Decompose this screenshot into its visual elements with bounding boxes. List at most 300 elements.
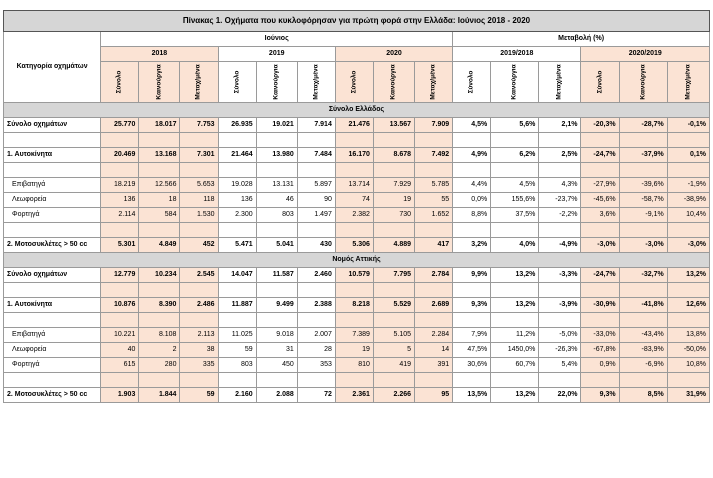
spacer-cell (415, 163, 453, 178)
value-cell: -30,9% (581, 298, 619, 313)
value-cell: -4,9% (539, 238, 581, 253)
value-cell: 19.028 (218, 178, 256, 193)
value-cell: 2.460 (297, 268, 335, 283)
value-cell: 13.168 (139, 148, 180, 163)
spacer-cell (373, 283, 414, 298)
spacer-cell (335, 373, 373, 388)
spacer-cell (297, 133, 335, 148)
value-cell: 7.492 (415, 148, 453, 163)
subheader-label: Σύνολο (596, 70, 604, 94)
value-cell: 59 (218, 343, 256, 358)
value-cell: 9.018 (256, 328, 297, 343)
spacer-cell (453, 313, 491, 328)
row-label: Λεωφορεία (4, 193, 101, 208)
subheader-label: Καινούργια (510, 64, 518, 100)
value-cell: -38,9% (667, 193, 709, 208)
value-cell: 5,6% (491, 118, 539, 133)
spacer-cell (4, 373, 101, 388)
spacer-cell (335, 223, 373, 238)
spacer-cell (218, 223, 256, 238)
spacer-cell (297, 283, 335, 298)
value-cell: -26,3% (539, 343, 581, 358)
section-header-row (4, 103, 710, 118)
spacer-cell (581, 283, 619, 298)
spacer-cell (297, 313, 335, 328)
value-cell: 60,7% (491, 358, 539, 373)
value-cell: 25.770 (101, 118, 139, 133)
spacer-cell (539, 373, 581, 388)
spacer-cell (415, 133, 453, 148)
spacer-cell (539, 313, 581, 328)
subheader-cell (180, 62, 218, 103)
row-label: 2. Μοτοσυκλέτες > 50 cc (4, 238, 101, 253)
subheader-cell (491, 62, 539, 103)
value-cell: -33,0% (581, 328, 619, 343)
value-cell: 2.689 (415, 298, 453, 313)
subheader-cell (453, 62, 491, 103)
value-cell: -39,6% (619, 178, 667, 193)
value-cell: -24,7% (581, 268, 619, 283)
spacer-cell (4, 283, 101, 298)
value-cell: 2.486 (180, 298, 218, 313)
value-cell: 10.876 (101, 298, 139, 313)
category-header: Κατηγορία οχημάτων (4, 32, 101, 103)
value-cell: 1.652 (415, 208, 453, 223)
value-cell: 280 (139, 358, 180, 373)
value-cell: 47,5% (453, 343, 491, 358)
value-cell: 46 (256, 193, 297, 208)
subheader-label: Καινούργια (272, 64, 280, 100)
value-cell: 7.389 (335, 328, 373, 343)
spacer-cell (101, 223, 139, 238)
value-cell: -67,8% (581, 343, 619, 358)
value-cell: 5,4% (539, 358, 581, 373)
value-cell: -20,3% (581, 118, 619, 133)
table-row (4, 388, 710, 403)
value-cell: -3,0% (581, 238, 619, 253)
value-cell: 1.844 (139, 388, 180, 403)
subheader-label: Σύνολο (115, 70, 123, 94)
spacer-cell (297, 223, 335, 238)
value-cell: 13.567 (373, 118, 414, 133)
row-label: Επιβατηγά (4, 328, 101, 343)
value-cell: 13.980 (256, 148, 297, 163)
value-cell: 8,8% (453, 208, 491, 223)
value-cell: 90 (297, 193, 335, 208)
spacer-cell (180, 163, 218, 178)
value-cell: 72 (297, 388, 335, 403)
spacer-cell (667, 133, 709, 148)
value-cell: 19.021 (256, 118, 297, 133)
value-cell: 2.784 (415, 268, 453, 283)
spacer-cell (101, 313, 139, 328)
value-cell: 5.785 (415, 178, 453, 193)
value-cell: 21.476 (335, 118, 373, 133)
spacer-row (4, 133, 710, 148)
value-cell: 13,2% (491, 268, 539, 283)
spacer-cell (256, 313, 297, 328)
value-cell: 7.795 (373, 268, 414, 283)
table-row (4, 118, 710, 133)
row-label: Επιβατηγά (4, 178, 101, 193)
value-cell: 21.464 (218, 148, 256, 163)
value-cell: 452 (180, 238, 218, 253)
year-header-2020: 2020 (335, 47, 452, 62)
table-row (4, 328, 710, 343)
value-cell: 118 (180, 193, 218, 208)
spacer-cell (101, 133, 139, 148)
value-cell: 7.753 (180, 118, 218, 133)
value-cell: 2.113 (180, 328, 218, 343)
value-cell: 155,6% (491, 193, 539, 208)
value-cell: 8.678 (373, 148, 414, 163)
value-cell: 10.234 (139, 268, 180, 283)
value-cell: 2.284 (415, 328, 453, 343)
value-cell: 7.909 (415, 118, 453, 133)
spacer-cell (539, 133, 581, 148)
subheader-cell (581, 62, 619, 103)
value-cell: 5.105 (373, 328, 414, 343)
value-cell: -83,9% (619, 343, 667, 358)
value-cell: 391 (415, 358, 453, 373)
value-cell: 19 (373, 193, 414, 208)
spacer-cell (218, 313, 256, 328)
value-cell: 95 (415, 388, 453, 403)
value-cell: 2.382 (335, 208, 373, 223)
spacer-cell (491, 313, 539, 328)
row-label: Σύνολο οχημάτων (4, 118, 101, 133)
value-cell: 40 (101, 343, 139, 358)
value-cell: -3,3% (539, 268, 581, 283)
value-cell: 6,2% (491, 148, 539, 163)
value-cell: 803 (256, 208, 297, 223)
subheader-cell (667, 62, 709, 103)
value-cell: -32,7% (619, 268, 667, 283)
value-cell: 730 (373, 208, 414, 223)
value-cell: 11,2% (491, 328, 539, 343)
value-cell: 8.108 (139, 328, 180, 343)
spacer-cell (218, 163, 256, 178)
subheader-cell (101, 62, 139, 103)
value-cell: -3,0% (619, 238, 667, 253)
value-cell: 803 (218, 358, 256, 373)
subheader-cell (256, 62, 297, 103)
value-cell: 5.529 (373, 298, 414, 313)
change-header-2019-2018: 2019/2018 (453, 47, 581, 62)
spacer-cell (101, 163, 139, 178)
subheader-cell (373, 62, 414, 103)
year-header-2019: 2019 (218, 47, 335, 62)
table-row (4, 238, 710, 253)
spacer-cell (491, 373, 539, 388)
value-cell: 55 (415, 193, 453, 208)
value-cell: 5.471 (218, 238, 256, 253)
spacer-row (4, 313, 710, 328)
table-row (4, 268, 710, 283)
value-cell: 3,6% (581, 208, 619, 223)
value-cell: 10.579 (335, 268, 373, 283)
subheader-label: Καινούργια (155, 64, 163, 100)
spacer-cell (539, 283, 581, 298)
value-cell: 7.929 (373, 178, 414, 193)
value-cell: -58,7% (619, 193, 667, 208)
value-cell: 2,5% (539, 148, 581, 163)
value-cell: -2,2% (539, 208, 581, 223)
table-row (4, 298, 710, 313)
spacer-cell (4, 223, 101, 238)
value-cell: 2.007 (297, 328, 335, 343)
value-cell: 2,1% (539, 118, 581, 133)
value-cell: 10,4% (667, 208, 709, 223)
spacer-cell (453, 133, 491, 148)
value-cell: 2 (139, 343, 180, 358)
table-row (4, 148, 710, 163)
value-cell: -1,9% (667, 178, 709, 193)
value-cell: -45,6% (581, 193, 619, 208)
value-cell: 37,5% (491, 208, 539, 223)
table-row (4, 208, 710, 223)
spacer-cell (619, 223, 667, 238)
spacer-cell (4, 163, 101, 178)
value-cell: 9.499 (256, 298, 297, 313)
value-cell: 31 (256, 343, 297, 358)
value-cell: 11.887 (218, 298, 256, 313)
value-cell: 7,9% (453, 328, 491, 343)
spacer-cell (139, 283, 180, 298)
table-row (4, 193, 710, 208)
spacer-cell (415, 313, 453, 328)
value-cell: 5.653 (180, 178, 218, 193)
value-cell: 12,6% (667, 298, 709, 313)
value-cell: 4,3% (539, 178, 581, 193)
row-label: Φορτηγά (4, 208, 101, 223)
statistics-table-container (3, 10, 710, 403)
value-cell: 1.903 (101, 388, 139, 403)
value-cell: 430 (297, 238, 335, 253)
change-group-header: Μεταβολή (%) (453, 32, 710, 47)
value-cell: 4,4% (453, 178, 491, 193)
value-cell: 5.897 (297, 178, 335, 193)
spacer-cell (667, 313, 709, 328)
subheader-cell (415, 62, 453, 103)
spacer-cell (180, 283, 218, 298)
subheader-cell (619, 62, 667, 103)
value-cell: 13,2% (491, 298, 539, 313)
spacer-cell (415, 283, 453, 298)
value-cell: 9,3% (453, 298, 491, 313)
value-cell: 13,2% (667, 268, 709, 283)
value-cell: 14.047 (218, 268, 256, 283)
value-cell: 5 (373, 343, 414, 358)
value-cell: 20.469 (101, 148, 139, 163)
spacer-cell (139, 373, 180, 388)
section-title: Σύνολο Ελλάδος (4, 103, 710, 118)
value-cell: 0,0% (453, 193, 491, 208)
spacer-cell (619, 313, 667, 328)
value-cell: 18.017 (139, 118, 180, 133)
spacer-cell (335, 163, 373, 178)
value-cell: 5.306 (335, 238, 373, 253)
spacer-cell (218, 373, 256, 388)
value-cell: 136 (101, 193, 139, 208)
spacer-cell (491, 133, 539, 148)
value-cell: 1450,0% (491, 343, 539, 358)
value-cell: 2.545 (180, 268, 218, 283)
value-cell: 4,5% (491, 178, 539, 193)
value-cell: 8.218 (335, 298, 373, 313)
spacer-cell (335, 283, 373, 298)
spacer-cell (415, 373, 453, 388)
value-cell: 13,5% (453, 388, 491, 403)
value-cell: 16.170 (335, 148, 373, 163)
value-cell: -24,7% (581, 148, 619, 163)
spacer-cell (335, 133, 373, 148)
value-cell: 11.587 (256, 268, 297, 283)
spacer-cell (101, 283, 139, 298)
value-cell: 0,9% (581, 358, 619, 373)
spacer-row (4, 163, 710, 178)
subheader-label: Μεταχ/μένα (429, 64, 437, 100)
value-cell: 7.301 (180, 148, 218, 163)
value-cell: 19 (335, 343, 373, 358)
spacer-cell (180, 373, 218, 388)
value-cell: 13.131 (256, 178, 297, 193)
section-header-row (4, 253, 710, 268)
value-cell: 1.497 (297, 208, 335, 223)
value-cell: 18.219 (101, 178, 139, 193)
value-cell: -28,7% (619, 118, 667, 133)
subheader-label: Μεταχ/μένα (684, 64, 692, 100)
subheader-label: Καινούργια (639, 64, 647, 100)
value-cell: 28 (297, 343, 335, 358)
value-cell: 5.041 (256, 238, 297, 253)
value-cell: -37,9% (619, 148, 667, 163)
value-cell: 2.160 (218, 388, 256, 403)
row-label: Σύνολο οχημάτων (4, 268, 101, 283)
spacer-cell (335, 313, 373, 328)
value-cell: 8,5% (619, 388, 667, 403)
spacer-row (4, 223, 710, 238)
spacer-cell (256, 283, 297, 298)
subheader-cell (335, 62, 373, 103)
spacer-cell (491, 163, 539, 178)
spacer-cell (139, 163, 180, 178)
value-cell: 12.566 (139, 178, 180, 193)
value-cell: 11.025 (218, 328, 256, 343)
spacer-cell (619, 163, 667, 178)
value-cell: 22,0% (539, 388, 581, 403)
table-title: Πίνακας 1. Οχήματα που κυκλοφόρησαν για πρώτη φορά στην Ελλάδα: Ιούνιος 2018 - 2020 (4, 11, 710, 32)
row-label: Λεωφορεία (4, 343, 101, 358)
spacer-cell (180, 223, 218, 238)
spacer-row (4, 373, 710, 388)
value-cell: -5,0% (539, 328, 581, 343)
value-cell: 353 (297, 358, 335, 373)
value-cell: 4,0% (491, 238, 539, 253)
value-cell: 1.530 (180, 208, 218, 223)
spacer-cell (619, 133, 667, 148)
value-cell: 2.388 (297, 298, 335, 313)
spacer-cell (373, 373, 414, 388)
value-cell: 615 (101, 358, 139, 373)
subheader-label: Καινούργια (390, 64, 397, 100)
value-cell: -3,9% (539, 298, 581, 313)
spacer-cell (218, 133, 256, 148)
value-cell: 13,8% (667, 328, 709, 343)
spacer-cell (4, 313, 101, 328)
subheader-cell (218, 62, 256, 103)
table-row (4, 343, 710, 358)
spacer-cell (297, 163, 335, 178)
spacer-cell (491, 223, 539, 238)
spacer-row (4, 283, 710, 298)
spacer-cell (256, 223, 297, 238)
spacer-cell (373, 133, 414, 148)
value-cell: 9,3% (581, 388, 619, 403)
value-cell: 10,8% (667, 358, 709, 373)
subheader-cell (539, 62, 581, 103)
value-cell: 13,2% (491, 388, 539, 403)
value-cell: 26.935 (218, 118, 256, 133)
value-cell: -3,0% (667, 238, 709, 253)
value-cell: 9,9% (453, 268, 491, 283)
value-cell: 74 (335, 193, 373, 208)
spacer-cell (180, 313, 218, 328)
spacer-cell (539, 163, 581, 178)
spacer-cell (218, 283, 256, 298)
value-cell: 10.221 (101, 328, 139, 343)
spacer-cell (667, 163, 709, 178)
spacer-cell (581, 223, 619, 238)
spacer-cell (667, 223, 709, 238)
value-cell: 38 (180, 343, 218, 358)
vehicles-table (3, 10, 710, 403)
spacer-cell (453, 223, 491, 238)
row-label: 1. Αυτοκίνητα (4, 298, 101, 313)
value-cell: 7.484 (297, 148, 335, 163)
value-cell: 450 (256, 358, 297, 373)
spacer-cell (581, 133, 619, 148)
value-cell: 14 (415, 343, 453, 358)
value-cell: 4.889 (373, 238, 414, 253)
value-cell: -43,4% (619, 328, 667, 343)
value-cell: 30,6% (453, 358, 491, 373)
value-cell: -27,9% (581, 178, 619, 193)
spacer-cell (619, 283, 667, 298)
june-group-header: Ιούνιος (101, 32, 453, 47)
value-cell: 2.088 (256, 388, 297, 403)
value-cell: 417 (415, 238, 453, 253)
spacer-cell (139, 223, 180, 238)
value-cell: 31,9% (667, 388, 709, 403)
value-cell: 2.300 (218, 208, 256, 223)
spacer-cell (453, 283, 491, 298)
spacer-cell (539, 223, 581, 238)
value-cell: -0,1% (667, 118, 709, 133)
value-cell: 810 (335, 358, 373, 373)
value-cell: 4.849 (139, 238, 180, 253)
spacer-cell (667, 283, 709, 298)
spacer-cell (453, 163, 491, 178)
value-cell: -9,1% (619, 208, 667, 223)
value-cell: 7.914 (297, 118, 335, 133)
value-cell: 584 (139, 208, 180, 223)
value-cell: -23,7% (539, 193, 581, 208)
subheader-label: Μεταχ/μένα (312, 64, 320, 100)
spacer-cell (581, 373, 619, 388)
value-cell: 136 (218, 193, 256, 208)
spacer-cell (256, 133, 297, 148)
